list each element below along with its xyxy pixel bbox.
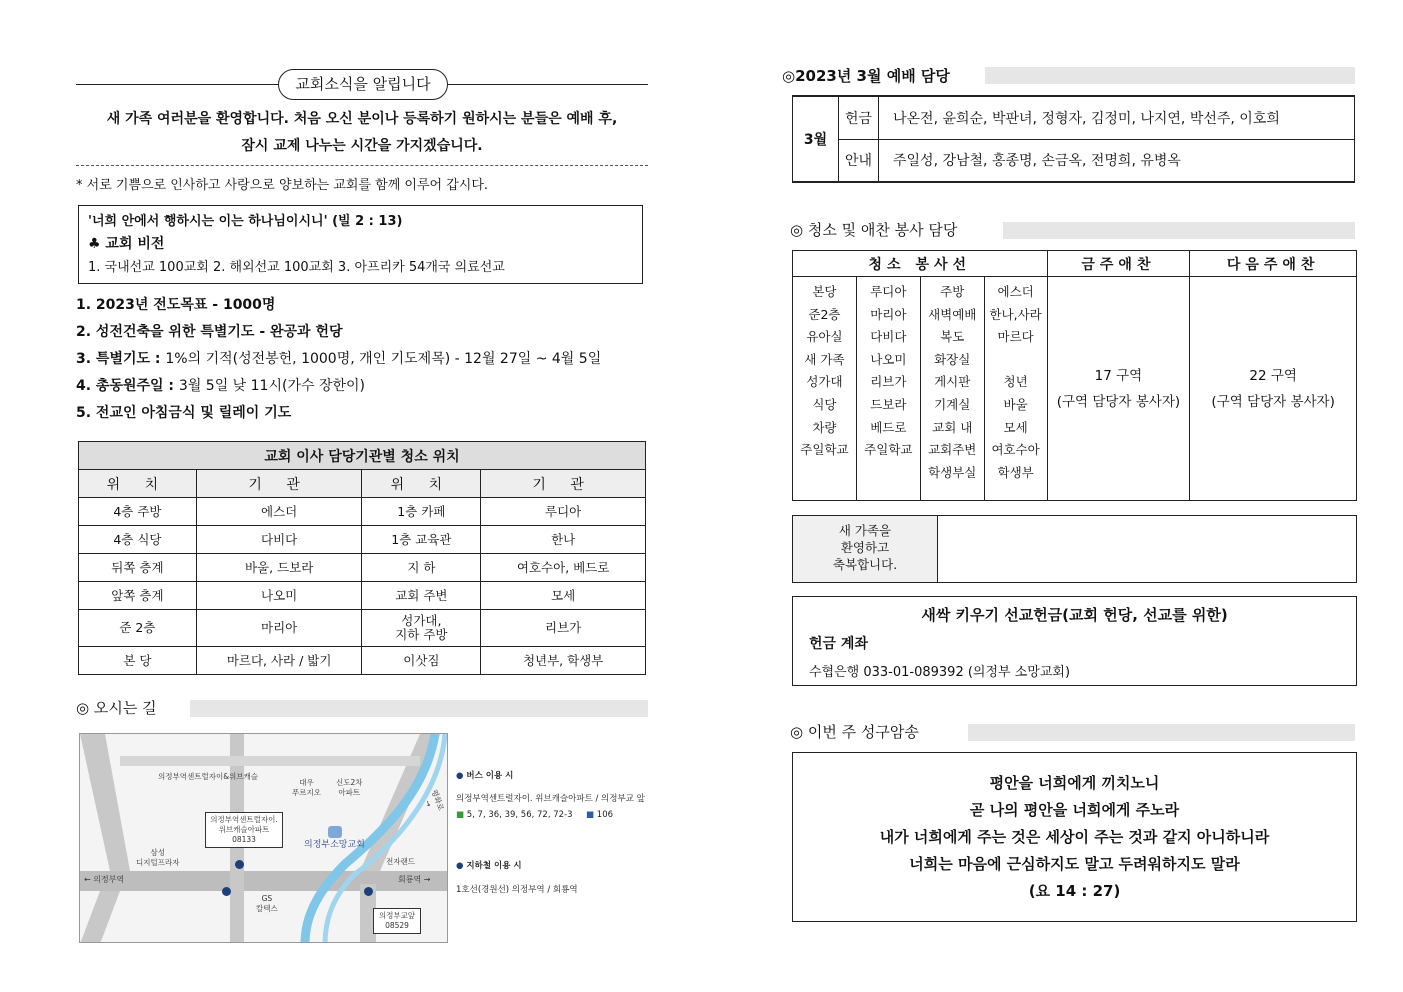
bus-stop-icon [222, 887, 231, 896]
worship-names: 나온전, 윤희순, 박판녀, 정형자, 김정미, 나지연, 박선주, 이호희 [879, 96, 1355, 139]
heading-bar [1003, 222, 1355, 239]
map-label-central: 의정부역센트럴자이&위브캐슬 [158, 772, 259, 781]
greeting-note: * 서로 기쁨으로 인사하고 사랑으로 양보하는 교회를 함께 이루어 갑시다. [76, 178, 489, 193]
map-label-daewoo: 대우 푸르지오 [292, 778, 321, 797]
worship-table [792, 95, 1355, 183]
new-family-box [792, 515, 1357, 583]
next-week-desc: (구역 담당자 봉사자) [1211, 393, 1335, 410]
news-title: 교회소식을 알립니다 [278, 69, 448, 100]
volunteer-list [984, 277, 1047, 501]
volunteer-list [793, 277, 857, 501]
table-cell: 마르다, 사라 / 밟기 [196, 647, 362, 675]
table-cell: 1층 교육관 [362, 526, 481, 554]
prayer-list [76, 292, 601, 427]
cleaning-table [78, 441, 646, 675]
table-cell: 루디아 [481, 498, 646, 526]
list-item: 바울 [1003, 396, 1028, 412]
new-family-label: 새 가족을 환영하고 축복합니다. [793, 516, 938, 582]
list-item: 주방 [940, 284, 965, 299]
mission-offering-box [792, 596, 1357, 686]
list-item: 다비다 [870, 329, 907, 345]
table-cell: 뒤쪽 층계 [79, 554, 197, 582]
account-label: 헌금 계좌 [809, 636, 868, 652]
list-item: 교회주변 [928, 442, 977, 458]
map-label-electronic: 전자랜드 [386, 857, 415, 866]
dashed-divider [76, 165, 648, 166]
table-row [79, 498, 646, 526]
list-item: 주일학교 [864, 442, 913, 458]
volunteer-list [856, 277, 920, 501]
vision-box [78, 205, 643, 284]
table-cell: 모세 [481, 582, 646, 610]
list-item: 에스더 [997, 284, 1034, 299]
list-item: 3. 특별기도 : 1%의 기적(성전봉헌, 1000명, 개인 기도제목) - 12월 27일 ~ 4월 5일 [76, 351, 602, 367]
bus-routes: ■ 5, 7, 36, 39, 56, 72, 72-3 ■ 106 [456, 810, 614, 820]
verse-line: 너희는 마음에 근심하지도 말고 두려워하지도 말라 [909, 855, 1240, 873]
directions-heading: ◎ 오시는 길 [76, 699, 157, 717]
table-cell: 성가대, 지하 주방 [362, 610, 481, 647]
table-row [79, 610, 646, 647]
worship-names: 주일성, 강남철, 홍종명, 손금옥, 전명희, 유병옥 [879, 139, 1355, 182]
volunteer-list [920, 277, 984, 501]
list-item: 청년 [1003, 374, 1028, 390]
this-week-desc: (구역 담당자 봉사자) [1056, 393, 1181, 410]
heading-bar [190, 700, 648, 717]
list-item: 본당 [812, 284, 837, 299]
verse-reference: (요 14 : 27) [1028, 882, 1121, 900]
bus-stop-icon [235, 860, 244, 869]
table-cell: 앞쪽 층계 [79, 582, 197, 610]
vision-verse: '너희 안에서 행하시는 이는 하나님이시니' (빌 2 : 13) [88, 214, 403, 229]
list-item: 학생부실 [928, 464, 977, 480]
table-cell: 다비다 [196, 526, 362, 554]
subway-desc: 1호선(경원선) 의정부역 / 회룡역 [456, 885, 578, 895]
cleaning-table-title: 교회 이사 담당기관별 청소 위치 [79, 442, 646, 470]
church-icon [328, 826, 342, 838]
next-week-zone: 22 구역 [1249, 367, 1297, 384]
column-header: 위 치 [362, 470, 481, 498]
vision-items: 1. 국내선교 100교회 2. 해외선교 100교회 3. 아프리카 54개국 의료선교 [88, 260, 505, 275]
table-cell: 에스더 [196, 498, 362, 526]
column-header: 기 관 [481, 470, 646, 498]
table-cell: 마리아 [196, 610, 362, 647]
list-item: 성가대 [806, 374, 843, 390]
bus-legend-title: ● 버스 이용 시 [456, 771, 514, 781]
worship-month: 3월 [793, 96, 839, 182]
table-row [79, 554, 646, 582]
list-item: 한나,사라 [989, 306, 1042, 322]
bus-stops-text: 의정부역센트럴자이. 위브캐슬아파트 / 의정부교 앞 [456, 794, 645, 804]
list-item: 리브가 [870, 374, 907, 390]
list-item: 식당 [812, 396, 837, 412]
list-item: 새 가족 [804, 351, 845, 367]
table-row [79, 582, 646, 610]
list-item: 4. 총동원주일 : 3월 5일 낮 11시(가수 장한이) [76, 378, 365, 394]
map-label-uijeongbu-station: ← 의정부역 [84, 875, 125, 884]
list-item: 2. 성전건축을 위한 특별기도 - 완공과 헌당 [76, 324, 343, 340]
table-cell: 나오미 [196, 582, 362, 610]
list-item: 나오미 [870, 351, 907, 367]
table-cell: 청년부, 학생부 [481, 647, 646, 675]
worship-role: 안내 [839, 139, 879, 182]
green-bus-icon: ■ [456, 810, 465, 820]
list-item: 차량 [812, 419, 837, 435]
verse-line: 평안을 너희에게 끼치노니 [989, 774, 1160, 792]
column-header: 기 관 [196, 470, 362, 498]
next-week-meal [1190, 277, 1357, 501]
this-week-meal [1047, 277, 1190, 501]
list-item: 드보라 [870, 396, 907, 412]
map-label-gs: GS 칼텍스 [256, 894, 278, 913]
bus-icon: ● [456, 771, 464, 781]
welcome-line-2: 잠시 교제 나누는 시간을 가지겠습니다. [241, 138, 483, 154]
welcome-message [76, 106, 648, 160]
column-header: 청소 봉사선 [793, 251, 1048, 277]
worship-role: 헌금 [839, 96, 879, 139]
list-item: 복도 [940, 329, 965, 345]
heading-bar [985, 67, 1355, 84]
volunteer-table [792, 250, 1357, 501]
table-cell: 이삿짐 [362, 647, 481, 675]
column-header: 다음주애찬 [1190, 251, 1357, 277]
map-label-hoeryong: 회룡역 → [398, 875, 431, 884]
list-item: 베드로 [870, 419, 907, 435]
list-item: 화장실 [934, 351, 971, 367]
list-item: 마르다 [997, 329, 1034, 345]
worship-heading: ◎2023년 3월 예배 담당 [782, 67, 950, 85]
table-cell: 지 하 [362, 554, 481, 582]
subway-icon: ● [456, 861, 464, 871]
list-item: 교회 내 [932, 419, 973, 435]
subway-legend-title: ● 지하철 이용 시 [456, 861, 522, 871]
column-header: 위 치 [79, 470, 197, 498]
mission-title: 새싹 키우기 선교헌금(교회 헌당, 선교를 위한) [921, 606, 1228, 624]
welcome-line-1: 새 가족 여러분을 환영합니다. 처음 오신 분이나 등록하기 원하시는 분들은 예배 후, [106, 111, 618, 127]
account-number: 수협은행 033-01-089392 (의정부 소망교회) [809, 665, 1071, 680]
bus-stop-icon [364, 887, 373, 896]
table-row [79, 647, 646, 675]
table-cell: 준 2층 [79, 610, 197, 647]
memory-verse-heading: ◎ 이번 주 성구암송 [790, 723, 919, 741]
list-item: 마리아 [870, 306, 907, 322]
table-cell: 본 당 [79, 647, 197, 675]
map-label-busstop: 의정부교앞 08529 [373, 908, 421, 934]
memory-verse-box [792, 752, 1357, 922]
location-map [79, 733, 448, 943]
map-label-apartment: 의정부역센트럴자이. 위브캐슬아파트 08133 [205, 812, 283, 848]
heading-bar [968, 724, 1355, 741]
volunteer-heading: ◎ 청소 및 애찬 봉사 담당 [790, 221, 958, 239]
list-item: 게시판 [934, 374, 971, 390]
list-item: 모세 [1003, 419, 1028, 435]
list-item: 여호수아 [991, 442, 1040, 458]
map-label-sindo: 신도2차 아파트 [336, 778, 363, 797]
vision-heading: ♣ 교회 비전 [88, 236, 165, 252]
list-item: 준2층 [808, 306, 841, 322]
map-label-samsung: 삼성 디지털프라자 [136, 848, 180, 867]
this-week-zone: 17 구역 [1094, 367, 1143, 384]
list-item: 주일학교 [800, 442, 849, 458]
list-item: 유아실 [806, 329, 843, 345]
verse-line: 내가 너희에게 주는 것은 세상이 주는 것과 같지 아니하니라 [879, 828, 1270, 846]
list-item [985, 349, 1047, 372]
table-cell: 4층 주방 [79, 498, 197, 526]
table-cell: 한나 [481, 526, 646, 554]
list-item: 새벽예배 [928, 306, 977, 322]
list-item: 5. 전교인 아침금식 및 릴레이 기도 [76, 405, 292, 421]
list-item: 1. 2023년 전도목표 - 1000명 [76, 297, 276, 313]
list-item: 루디아 [870, 284, 907, 299]
table-cell: 1층 카페 [362, 498, 481, 526]
table-cell: 4층 식당 [79, 526, 197, 554]
list-item: 기계실 [934, 396, 971, 412]
list-item: 학생부 [997, 464, 1034, 480]
map-label-road: 평화로 → [422, 788, 446, 812]
verse-line: 곧 나의 평안을 너희에게 주노라 [969, 801, 1180, 819]
map-label-church: 의정부소망교회 [304, 840, 365, 850]
table-row [79, 526, 646, 554]
table-cell: 바울, 드보라 [196, 554, 362, 582]
column-header: 금주애찬 [1047, 251, 1190, 277]
table-cell: 교회 주변 [362, 582, 481, 610]
table-cell: 리브가 [481, 610, 646, 647]
blue-bus-icon: ■ [586, 810, 595, 820]
table-cell: 여호수아, 베드로 [481, 554, 646, 582]
